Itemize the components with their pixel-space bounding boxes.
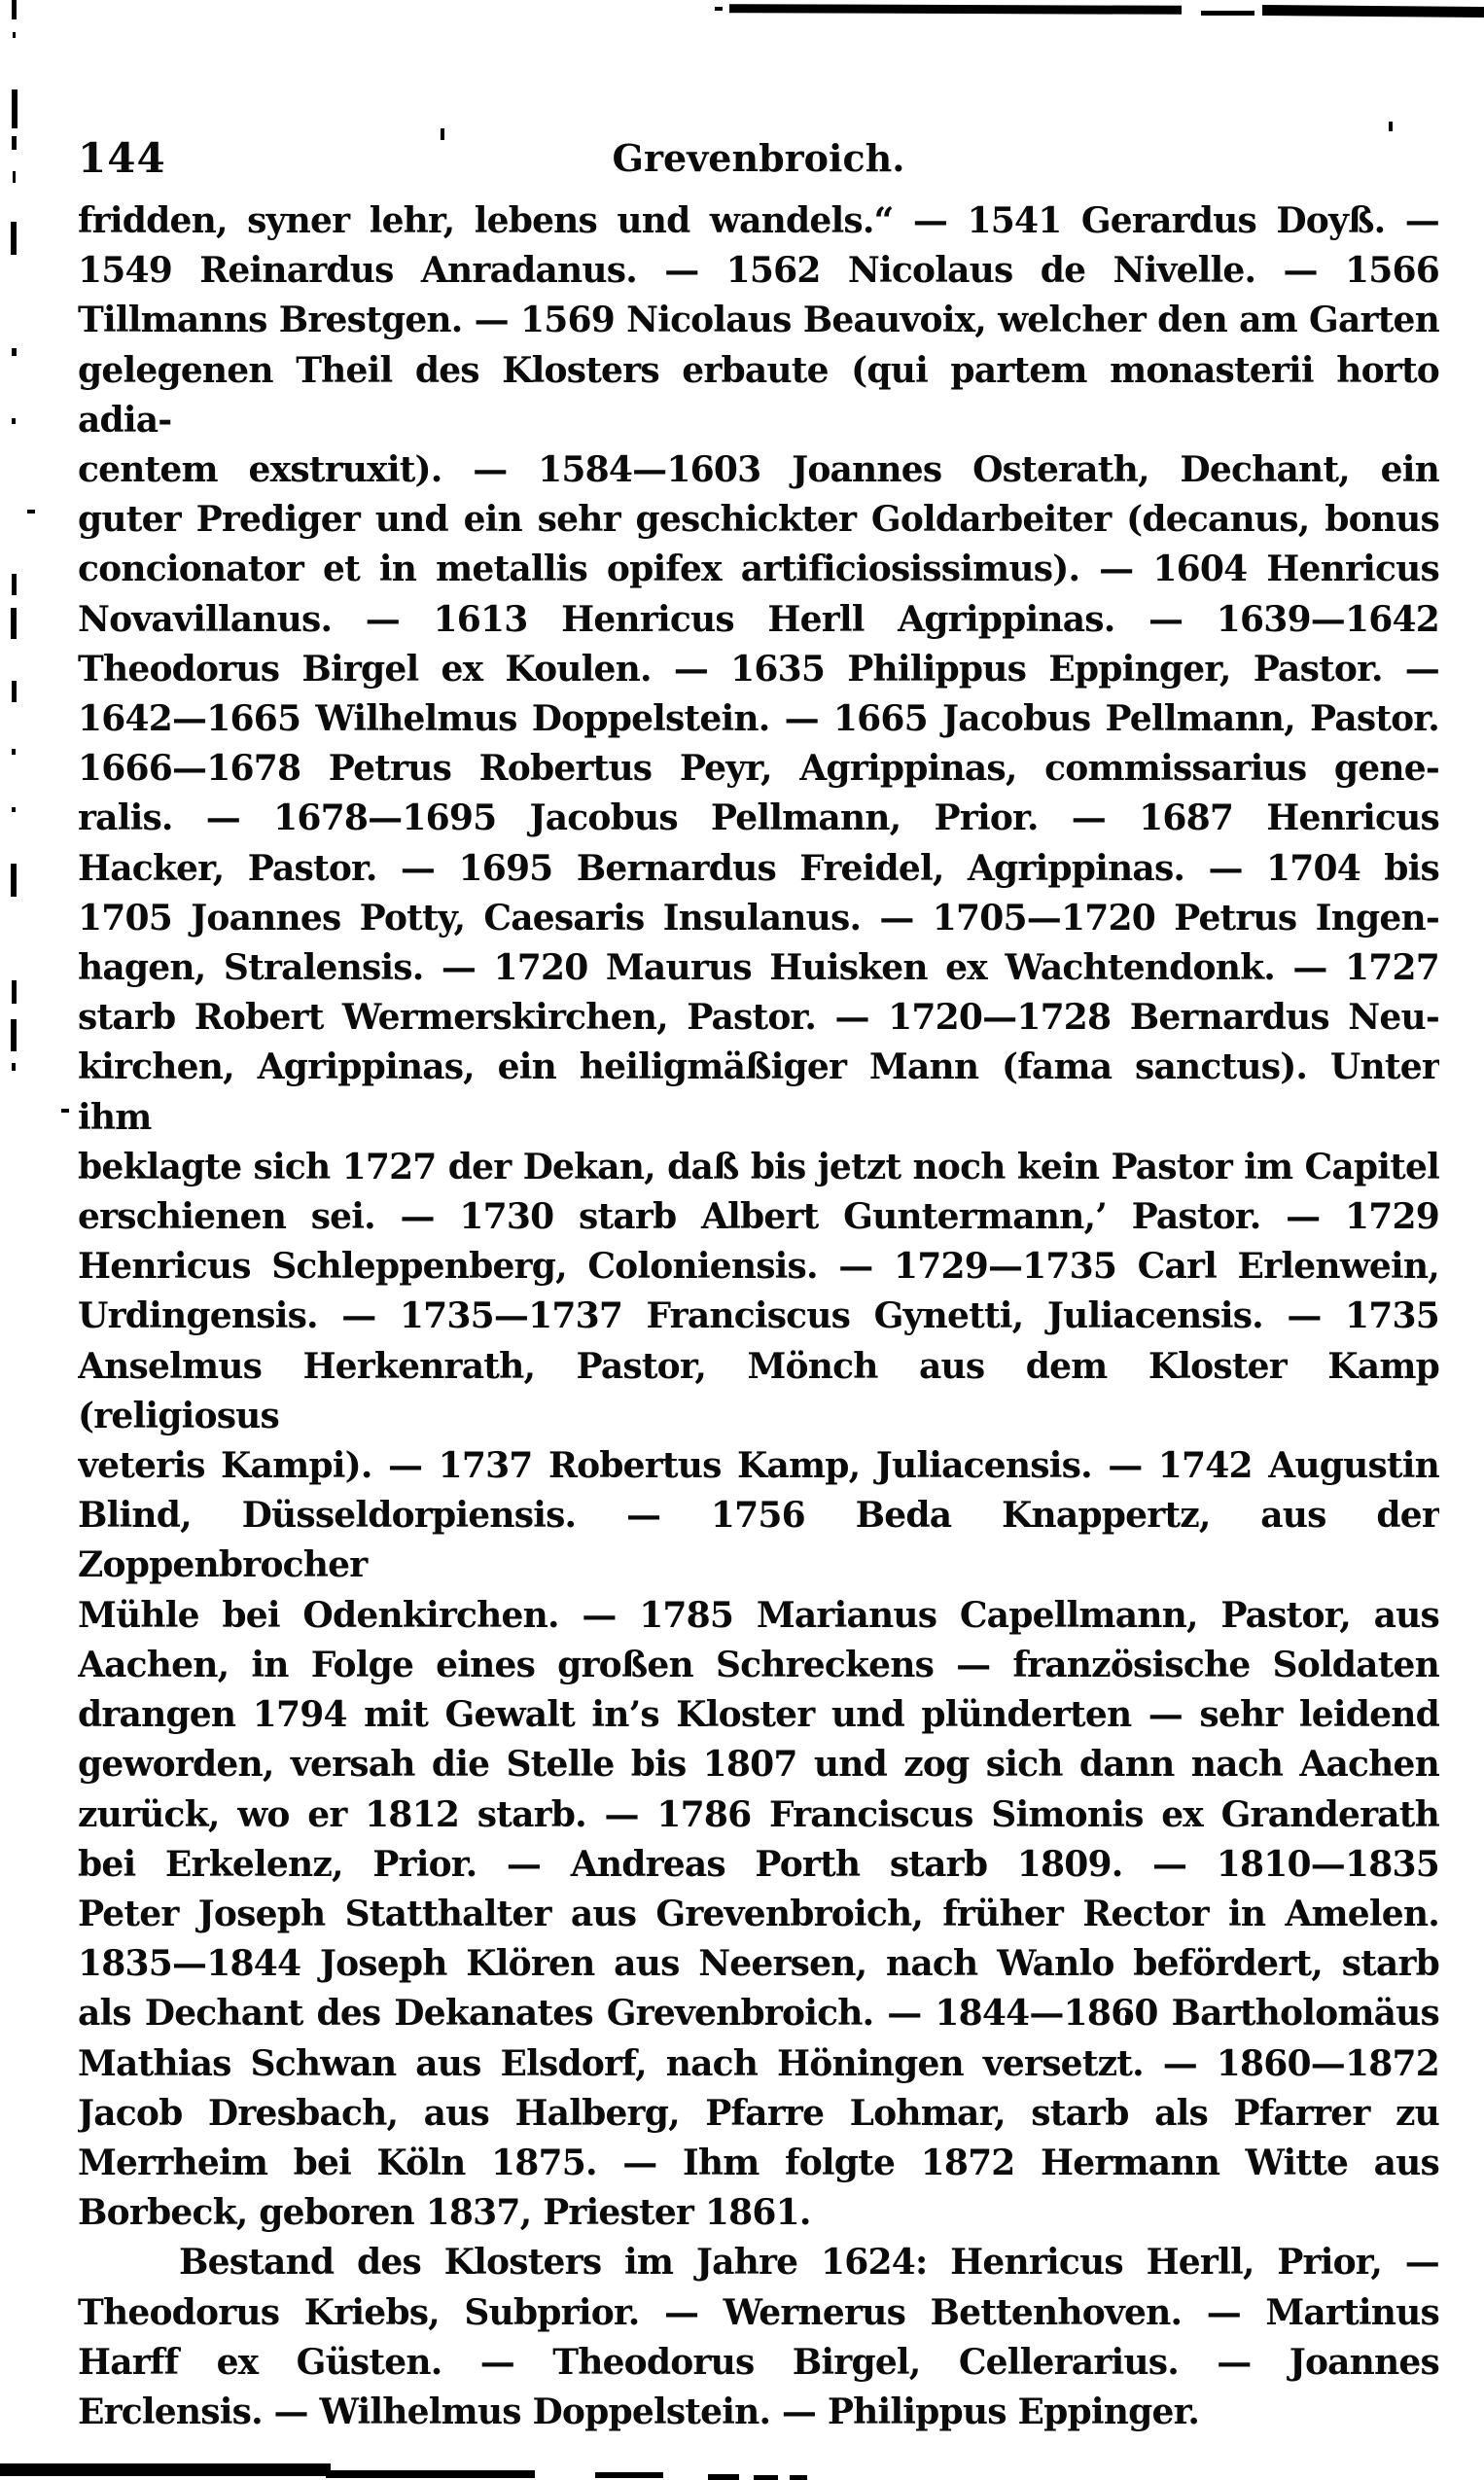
ink-speck (12, 0, 17, 19)
text-line: Hacker, Pastor. — 1695 Bernardus Freidel, Agrippinas. — 1704 bis (78, 847, 1439, 889)
text-line: Merrheim bei Köln 1875. — Ihm folgte 1872 Hermann Witte aus (78, 2142, 1439, 2183)
ink-speck (61, 1109, 69, 1113)
text-line: Erclensis. — Wilhelmus Doppelstein. — Philippus Eppinger. (78, 2391, 1200, 2432)
text-line: bei Erkelenz, Prior. — Andreas Porth starb 1809. — 1810—1835 (78, 1843, 1439, 1885)
page-number: 144 (78, 134, 166, 182)
ink-speck (11, 1019, 17, 1051)
text-line: ralis. — 1678—1695 Jacobus Pellmann, Prior. — 1687 Henricus (78, 797, 1439, 839)
text-line: 1835—1844 Joseph Klören aus Neersen, nach Wanlo befördert, starb (78, 1943, 1439, 1985)
text-line: Aachen, in Folge eines großen Schreckens — französische Soldaten (78, 1644, 1439, 1685)
text-line: guter Prediger und ein sehr geschickter Goldarbeiter (decanus, bonus (78, 499, 1439, 541)
ink-speck (12, 681, 17, 702)
ink-speck (12, 348, 17, 356)
ink-speck (12, 749, 16, 755)
text-line: Theodorus Kriebs, Subprior. — Wernerus Bettenhoven. — Martinus (78, 2291, 1439, 2333)
text-line: Theodorus Birgel ex Koulen. — 1635 Philippus Eppinger, Pastor. — (78, 648, 1439, 690)
scan-artifact-top-edge (1262, 5, 1484, 18)
ink-speck (11, 222, 17, 255)
scan-artifact-top-edge (1201, 11, 1254, 16)
ink-speck (12, 807, 16, 812)
scan-artifact-bottom-edge (790, 2475, 807, 2480)
text-line: centem exstruxit). — 1584—1603 Joannes Osterath, Dechant, ein (78, 449, 1439, 491)
text-line: 1705 Joannes Potty, Caesaris Insulanus. — 1705—1720 Petrus Ingen- (78, 897, 1439, 939)
text-line: Anselmus Herkenrath, Pastor, Mönch aus dem Kloster Kamp (religiosus (78, 1345, 1439, 1436)
text-line: Urdingensis. — 1735—1737 Franciscus Gynetti, Juliacensis. — 1735 (78, 1295, 1439, 1337)
text-line: drangen 1794 mit Gewalt in’s Kloster und plünderten — sehr leidend (78, 1694, 1439, 1736)
scan-artifact-bottom-edge (595, 2472, 663, 2478)
text-line: Tillmanns Brestgen. — 1569 Nicolaus Beauvoix, welcher den am Garten (78, 300, 1439, 341)
text-line: Bestand des Klosters im Jahre 1624: Henricus Herll, Prior, — (179, 2242, 1439, 2284)
text-line: kirchen, Agrippinas, ein heiligmäßiger Mann (fama sanctus). Unter ihm (78, 1046, 1439, 1138)
text-line: beklagte sich 1727 der Dekan, daß bis jetzt noch kein Pastor im Capitel (78, 1146, 1439, 1187)
paragraph-clergy-list (78, 196, 1439, 2238)
ink-speck (27, 510, 35, 514)
scan-artifact-top-edge (729, 4, 1182, 15)
text-line: 1642—1665 Wilhelmus Doppelstein. — 1665 Jacobus Pellmann, Pastor. (78, 698, 1439, 740)
text-line: Harff ex Güsten. — Theodorus Birgel, Cellerarius. — Joannes (78, 2341, 1439, 2383)
ink-speck (1389, 122, 1393, 131)
text-line: Novavillanus. — 1613 Henricus Herll Agrippinas. — 1639—1642 (78, 598, 1439, 640)
text-block (78, 196, 1439, 2437)
ink-speck (12, 136, 17, 150)
text-line: zurück, wo er 1812 starb. — 1786 Franciscus Simonis ex Granderath (78, 1793, 1439, 1835)
text-line: concionator et in metallis opifex artificiosissimus). — 1604 Henricus (78, 549, 1439, 590)
text-line: geworden, versah die Stelle bis 1807 und zog sich dann nach Aachen (78, 1744, 1439, 1786)
ink-speck (12, 980, 17, 1004)
scan-artifact-bottom-edge (0, 2463, 331, 2476)
text-line: als Dechant des Dekanates Grevenbroich. — 1844—1860 Bartholomäus (78, 1993, 1439, 2035)
ink-speck (12, 1063, 16, 1071)
text-line: Peter Joseph Statthalter aus Grevenbroich, früher Rector in Amelen. (78, 1893, 1439, 1934)
text-line: Borbeck, geboren 1837, Priester 1861. (78, 2192, 811, 2234)
text-line: Mathias Schwan aus Elsdorf, nach Höningen versetzt. — 1860—1872 (78, 2042, 1439, 2084)
text-line: Mühle bei Odenkirchen. — 1785 Marianus Capellmann, Pastor, aus (78, 1594, 1439, 1636)
running-header-title: Grevenbroich. (612, 136, 905, 180)
ink-speck (13, 32, 16, 38)
paragraph-bestand-1624 (78, 2238, 1439, 2437)
scan-artifact-bottom-edge (326, 2470, 535, 2478)
text-line: hagen, Stralensis. — 1720 Maurus Huisken ex Wachtendonk. — 1727 (78, 947, 1439, 989)
text-line: Henricus Schleppenberg, Coloniensis. — 1729—1735 Carl Erlenwein, (78, 1246, 1439, 1288)
scan-artifact-top-edge (715, 7, 723, 11)
scan-artifact-bottom-edge (754, 2475, 778, 2480)
ink-speck (11, 608, 17, 639)
text-line: gelegenen Theil des Klosters erbaute (qui partem monasterii horto adia- (78, 349, 1439, 441)
ink-speck (12, 574, 17, 595)
text-line: 1666—1678 Petrus Robertus Peyr, Agrippinas, commissarius gene- (78, 748, 1439, 790)
ink-speck (13, 171, 16, 183)
scan-artifact-bottom-edge (708, 2474, 739, 2480)
text-line: 1549 Reinardus Anradanus. — 1562 Nicolaus de Nivelle. — 1566 (78, 250, 1439, 292)
ink-speck (11, 864, 17, 897)
text-line: Blind, Düsseldorpiensis. — 1756 Beda Knappertz, aus der Zoppenbrocher (78, 1495, 1439, 1586)
page-header (78, 134, 1439, 182)
text-line: veteris Kampi). — 1737 Robertus Kamp, Juliacensis. — 1742 Augustin (78, 1445, 1439, 1487)
text-line: fridden, syner lehr, lebens und wandels.“ — 1541 Gerardus Doyß. — (78, 200, 1439, 241)
text-line: starb Robert Wermerskirchen, Pastor. — 1720—1728 Bernardus Neu- (78, 997, 1439, 1039)
text-line: Jacob Dresbach, aus Halberg, Pfarre Lohmar, starb als Pfarrer zu (78, 2092, 1439, 2134)
ink-speck (12, 418, 16, 424)
text-line: erschienen sei. — 1730 starb Albert Guntermann,’ Pastor. — 1729 (78, 1196, 1439, 1238)
ink-speck (12, 89, 18, 128)
